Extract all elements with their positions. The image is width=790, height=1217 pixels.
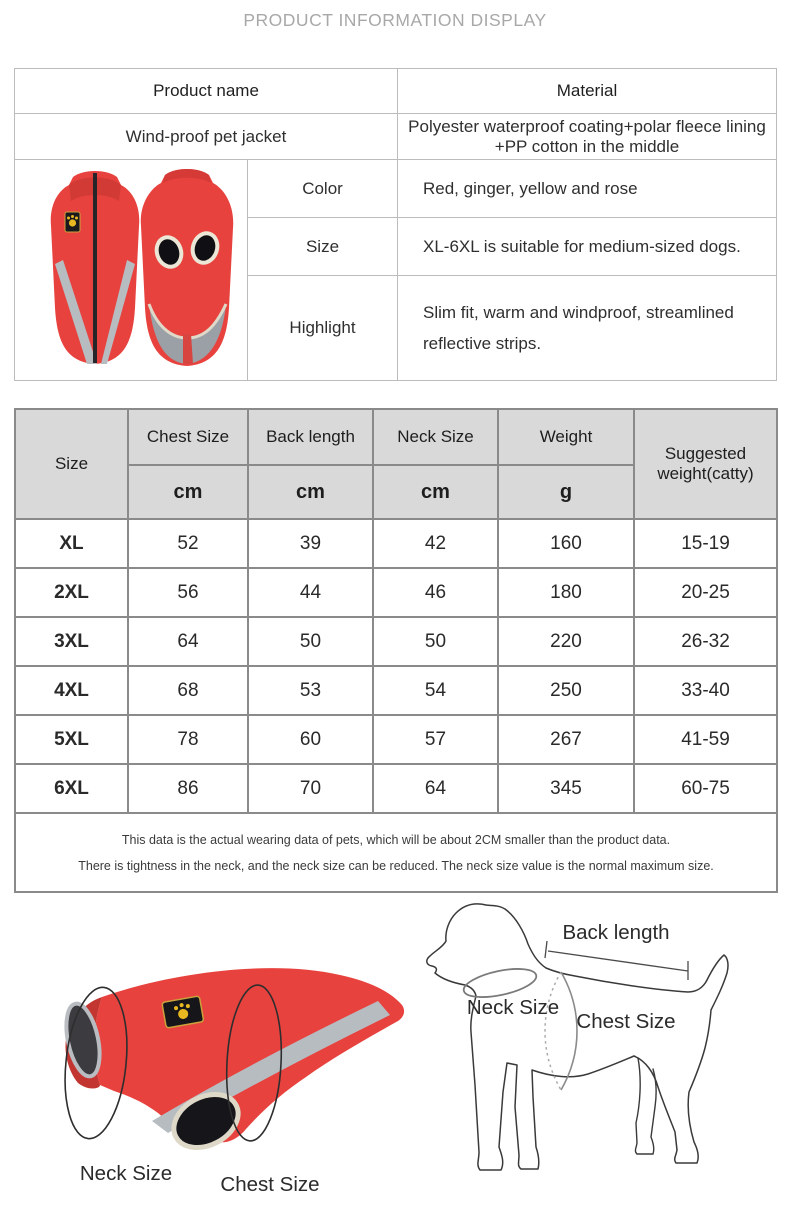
unit-weight: g <box>498 465 634 519</box>
size-cell-value: 60-75 <box>634 764 777 813</box>
size-cell-value: 15-19 <box>634 519 777 568</box>
material-header: Material <box>398 69 777 114</box>
size-row <box>15 666 777 715</box>
size-cell-label: 4XL <box>15 666 128 715</box>
size-cell-value: 56 <box>128 568 248 617</box>
size-cell-value: 33-40 <box>634 666 777 715</box>
size-cell-value: 20-25 <box>634 568 777 617</box>
unit-chest: cm <box>128 465 248 519</box>
size-chart-header <box>15 409 777 519</box>
size-value: XL-6XL is suitable for medium-sized dogs. <box>398 218 777 276</box>
col-header-chest: Chest Size <box>128 409 248 465</box>
size-cell-value: 39 <box>248 519 373 568</box>
zipper <box>93 173 97 363</box>
size-cell-value: 64 <box>373 764 498 813</box>
dog-chest-size-label: Chest Size <box>576 1010 676 1033</box>
size-cell-value: 78 <box>128 715 248 764</box>
highlight-value: Slim fit, warm and windproof, streamlined reflective strips. <box>398 276 777 381</box>
note-row <box>15 813 777 892</box>
material-line-2: +PP cotton in the middle <box>494 136 680 156</box>
size-cell-value: 64 <box>128 617 248 666</box>
chest-girth-solid <box>561 972 577 1090</box>
size-row <box>15 715 777 764</box>
col-header-weight: Weight <box>498 409 634 465</box>
dog-measure-diagram <box>420 895 750 1195</box>
highlight-label: Highlight <box>248 276 398 381</box>
size-cell-value: 54 <box>373 666 498 715</box>
product-name-header: Product name <box>15 69 398 114</box>
size-cell-value: 41-59 <box>634 715 777 764</box>
size-cell-value: 26-32 <box>634 617 777 666</box>
note-line-2: There is tightness in the neck, and the neck size can be reduced. The neck size value is the normal maximum size. <box>78 858 714 873</box>
jacket-neck-size-label: Neck Size <box>79 1162 173 1185</box>
note-cell <box>15 813 777 892</box>
note-line-1: This data is the actual wearing data of pets, which will be about 2CM smaller than the product data. <box>121 832 671 847</box>
dog-back-length-label: Back length <box>562 921 670 944</box>
color-value: Red, ginger, yellow and rose <box>398 160 777 218</box>
jacket-chest-size-label: Chest Size <box>220 1173 320 1196</box>
color-label: Color <box>248 160 398 218</box>
material-line-1: Polyester waterproof coating+polar fleece lining <box>408 116 766 136</box>
jacket-back-view <box>141 169 233 366</box>
size-row <box>15 519 777 568</box>
table-row <box>15 69 777 114</box>
size-cell-value: 53 <box>248 666 373 715</box>
size-label: Size <box>248 218 398 276</box>
info-table <box>14 68 777 381</box>
chest-girth-dashed <box>545 972 561 1090</box>
size-cell-value: 42 <box>373 519 498 568</box>
size-cell-value: 60 <box>248 715 373 764</box>
size-cell-value: 267 <box>498 715 634 764</box>
col-header-suggested: Suggested weight(catty) <box>634 409 777 519</box>
page-title: PRODUCT INFORMATION DISPLAY <box>243 10 547 30</box>
size-row <box>15 764 777 813</box>
product-photo-front-back <box>15 164 247 372</box>
paw-logo <box>65 212 80 232</box>
jacket-measure-illustration <box>10 935 410 1217</box>
dog-far-rear-leg <box>635 1058 656 1154</box>
size-chart-footer <box>15 813 777 892</box>
unit-back: cm <box>248 465 373 519</box>
size-cell-label: 6XL <box>15 764 128 813</box>
size-cell-value: 50 <box>373 617 498 666</box>
material-value <box>398 114 777 160</box>
size-cell-label: XL <box>15 519 128 568</box>
col-header-back: Back length <box>248 409 373 465</box>
size-cell-value: 180 <box>498 568 634 617</box>
size-cell-value: 86 <box>128 764 248 813</box>
size-cell-label: 5XL <box>15 715 128 764</box>
paw-logo <box>162 996 204 1028</box>
size-cell-value: 68 <box>128 666 248 715</box>
size-cell-value: 52 <box>128 519 248 568</box>
size-cell-value: 50 <box>248 617 373 666</box>
product-photo-cell <box>15 160 248 381</box>
jacket-front-view <box>51 171 140 364</box>
size-cell-value: 345 <box>498 764 634 813</box>
col-header-neck: Neck Size <box>373 409 498 465</box>
size-row <box>15 568 777 617</box>
size-cell-value: 57 <box>373 715 498 764</box>
table-row <box>15 160 777 218</box>
size-cell-value: 44 <box>248 568 373 617</box>
unit-neck: cm <box>373 465 498 519</box>
size-cell-value: 70 <box>248 764 373 813</box>
size-cell-value: 220 <box>498 617 634 666</box>
table-row <box>15 114 777 160</box>
product-name-value: Wind-proof pet jacket <box>15 114 398 160</box>
size-chart-table <box>14 408 778 893</box>
size-cell-label: 3XL <box>15 617 128 666</box>
size-cell-value: 46 <box>373 568 498 617</box>
size-row <box>15 617 777 666</box>
size-table-body <box>15 519 777 813</box>
header-row <box>15 409 777 465</box>
size-cell-value: 250 <box>498 666 634 715</box>
col-header-size: Size <box>15 409 128 519</box>
dog-neck-size-label: Neck Size <box>466 996 560 1019</box>
size-cell-value: 160 <box>498 519 634 568</box>
size-cell-label: 2XL <box>15 568 128 617</box>
